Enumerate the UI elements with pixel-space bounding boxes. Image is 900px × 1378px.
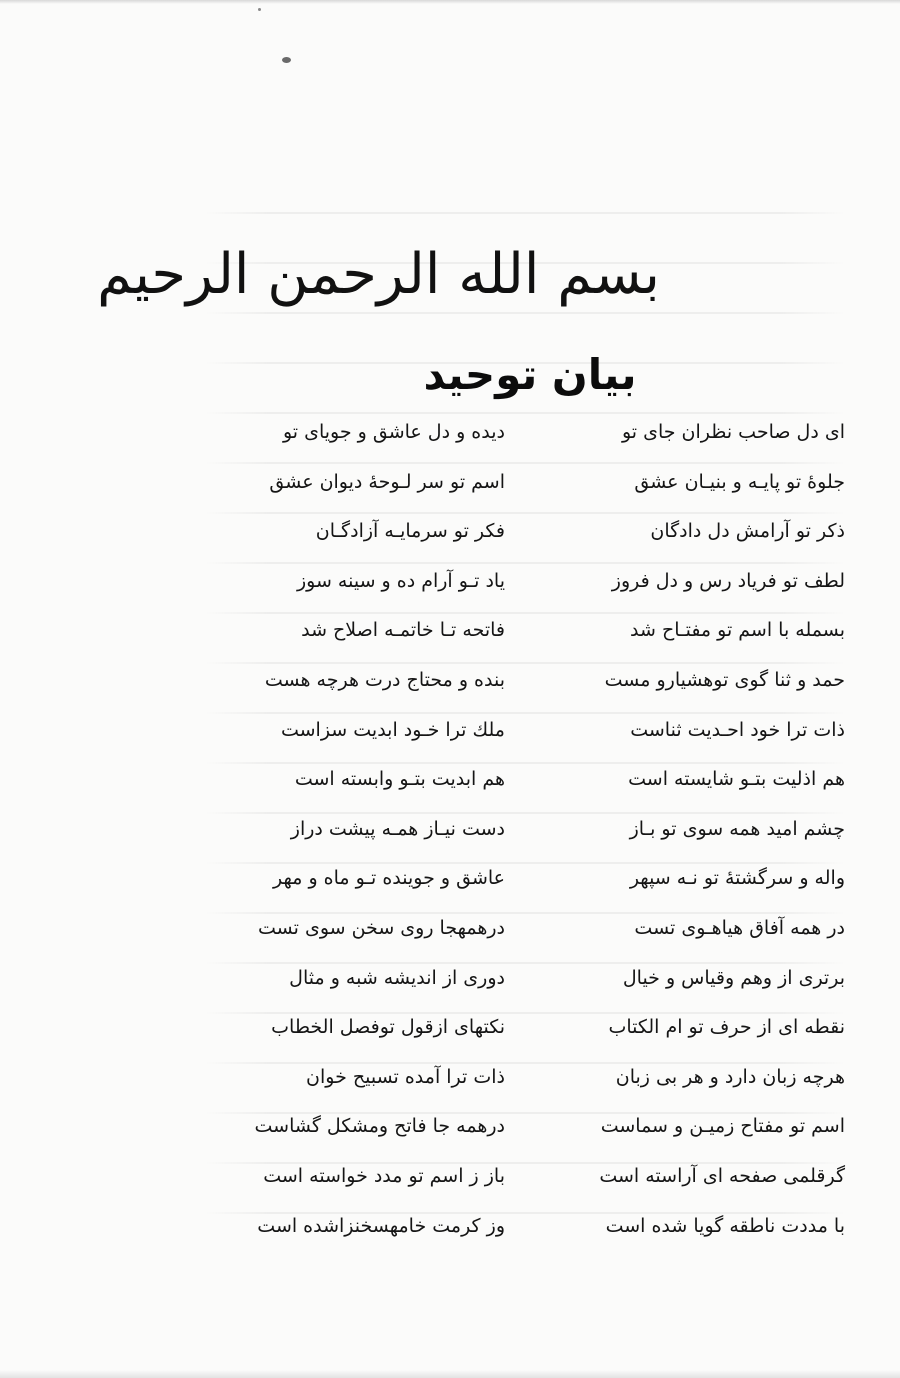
ink-spot — [282, 57, 291, 63]
couplet-second-hemistich: وز کرمت خامهسخنزاشده است — [257, 1214, 505, 1237]
couplet-first-hemistich: برتری از وهم وقیاس و خیال — [622, 966, 845, 989]
poem-couplet — [225, 507, 845, 557]
couplet-second-hemistich: دوری از اندیشه شبه و مثال — [289, 966, 505, 989]
poem-couplet — [225, 755, 845, 805]
poem-couplet — [225, 904, 845, 954]
couplet-second-hemistich: دیده و دل عاشق و جویای تو — [282, 421, 505, 443]
ink-dot — [258, 8, 261, 11]
couplet-first-hemistich: بسمله با اسم تو مفتـاح شد — [630, 619, 845, 642]
couplet-first-hemistich: جلوهٔ تو پایـه و بنیـان عشق — [634, 470, 845, 493]
couplet-second-hemistich: فکر تو سرمایـه آزادگـان — [315, 520, 505, 543]
couplet-second-hemistich: یاد تـو آرام ده و سینه سوز — [296, 569, 505, 592]
poem-couplet — [225, 706, 845, 756]
couplet-second-hemistich: عاشق و جوینده تـو ماه و مهر — [273, 867, 505, 890]
poem-couplet — [225, 656, 845, 706]
couplet-second-hemistich: اسم تو سر لـوحهٔ دیوان عشق — [269, 470, 505, 493]
couplet-second-hemistich: باز ز اسم تو مدد خواسته است — [263, 1164, 505, 1187]
basmala-heading: بسم الله الرحمن الرحیم — [97, 242, 660, 307]
couplet-second-hemistich: ذات ترا آمده تسبیح خوان — [306, 1065, 505, 1088]
couplet-second-hemistich: بنده و محتاج درت هرچه هست — [264, 668, 505, 691]
couplet-first-hemistich: در همه آفاق هیاهـوی تست — [634, 916, 845, 939]
poem-couplet — [225, 606, 845, 656]
couplet-second-hemistich: درهمهجا روی سخن سوی تست — [258, 916, 505, 939]
poem-couplet — [225, 408, 845, 458]
page-bottom-edge — [0, 1370, 900, 1378]
couplet-first-hemistich: نقطه ای از حرف تو ام الکتاب — [608, 1016, 845, 1039]
couplet-first-hemistich: گرقلمی صفحه ای آراسته است — [599, 1164, 845, 1187]
couplet-first-hemistich: ذکر تو آرامش دل دادگان — [650, 520, 845, 543]
poem-couplet — [225, 854, 845, 904]
couplet-second-hemistich: ملك ترا خـود ابدیت سزاست — [280, 718, 505, 741]
couplet-first-hemistich: با مددت ناطقه گویا شده است — [605, 1214, 845, 1237]
poem-couplet — [225, 1202, 845, 1252]
couplet-first-hemistich: واله و سرگشتهٔ تو نـه سپهر — [629, 867, 845, 890]
couplet-second-hemistich: هم ابدیت بتـو وابسته است — [294, 768, 505, 791]
couplet-second-hemistich: دست نیـاز همـه پیشت دراز — [290, 817, 505, 840]
poem-couplet — [225, 1003, 845, 1053]
couplet-first-hemistich: ذات ترا خود احـدیت ثناست — [630, 718, 845, 741]
poem-couplet — [225, 557, 845, 607]
poem-body — [225, 408, 845, 1251]
couplet-second-hemistich: نکتهای ازقول توفصل الخطاب — [271, 1016, 505, 1039]
couplet-first-hemistich: چشم امید همه سوی تو بـاز — [629, 817, 845, 840]
poem-couplet — [225, 805, 845, 855]
couplet-first-hemistich: حمد و ثنا گوی توهشیارو مست — [604, 668, 845, 691]
couplet-first-hemistich: هم اذلیت بتـو شایسته است — [628, 768, 845, 791]
section-title: بیان توحید — [423, 350, 637, 399]
couplet-first-hemistich: لطف تو فریاد رس و دل فروز — [611, 569, 845, 592]
poem-couplet — [225, 1053, 845, 1103]
couplet-first-hemistich: هرچه زبان دارد و هر بی زبان — [615, 1065, 845, 1088]
page-top-edge — [0, 0, 900, 4]
poem-couplet — [225, 1152, 845, 1202]
couplet-second-hemistich: فاتحه تـا خاتمـه اصلاح شد — [301, 619, 505, 642]
couplet-first-hemistich: اسم تو مفتاح زمیـن و سماست — [600, 1115, 845, 1138]
poem-couplet — [225, 954, 845, 1004]
couplet-first-hemistich: ای دل صاحب نظران جای تو — [621, 421, 845, 443]
couplet-second-hemistich: درهمه جا فاتح ومشکل گشاست — [254, 1115, 505, 1138]
poem-couplet — [225, 458, 845, 508]
poem-couplet — [225, 1102, 845, 1152]
